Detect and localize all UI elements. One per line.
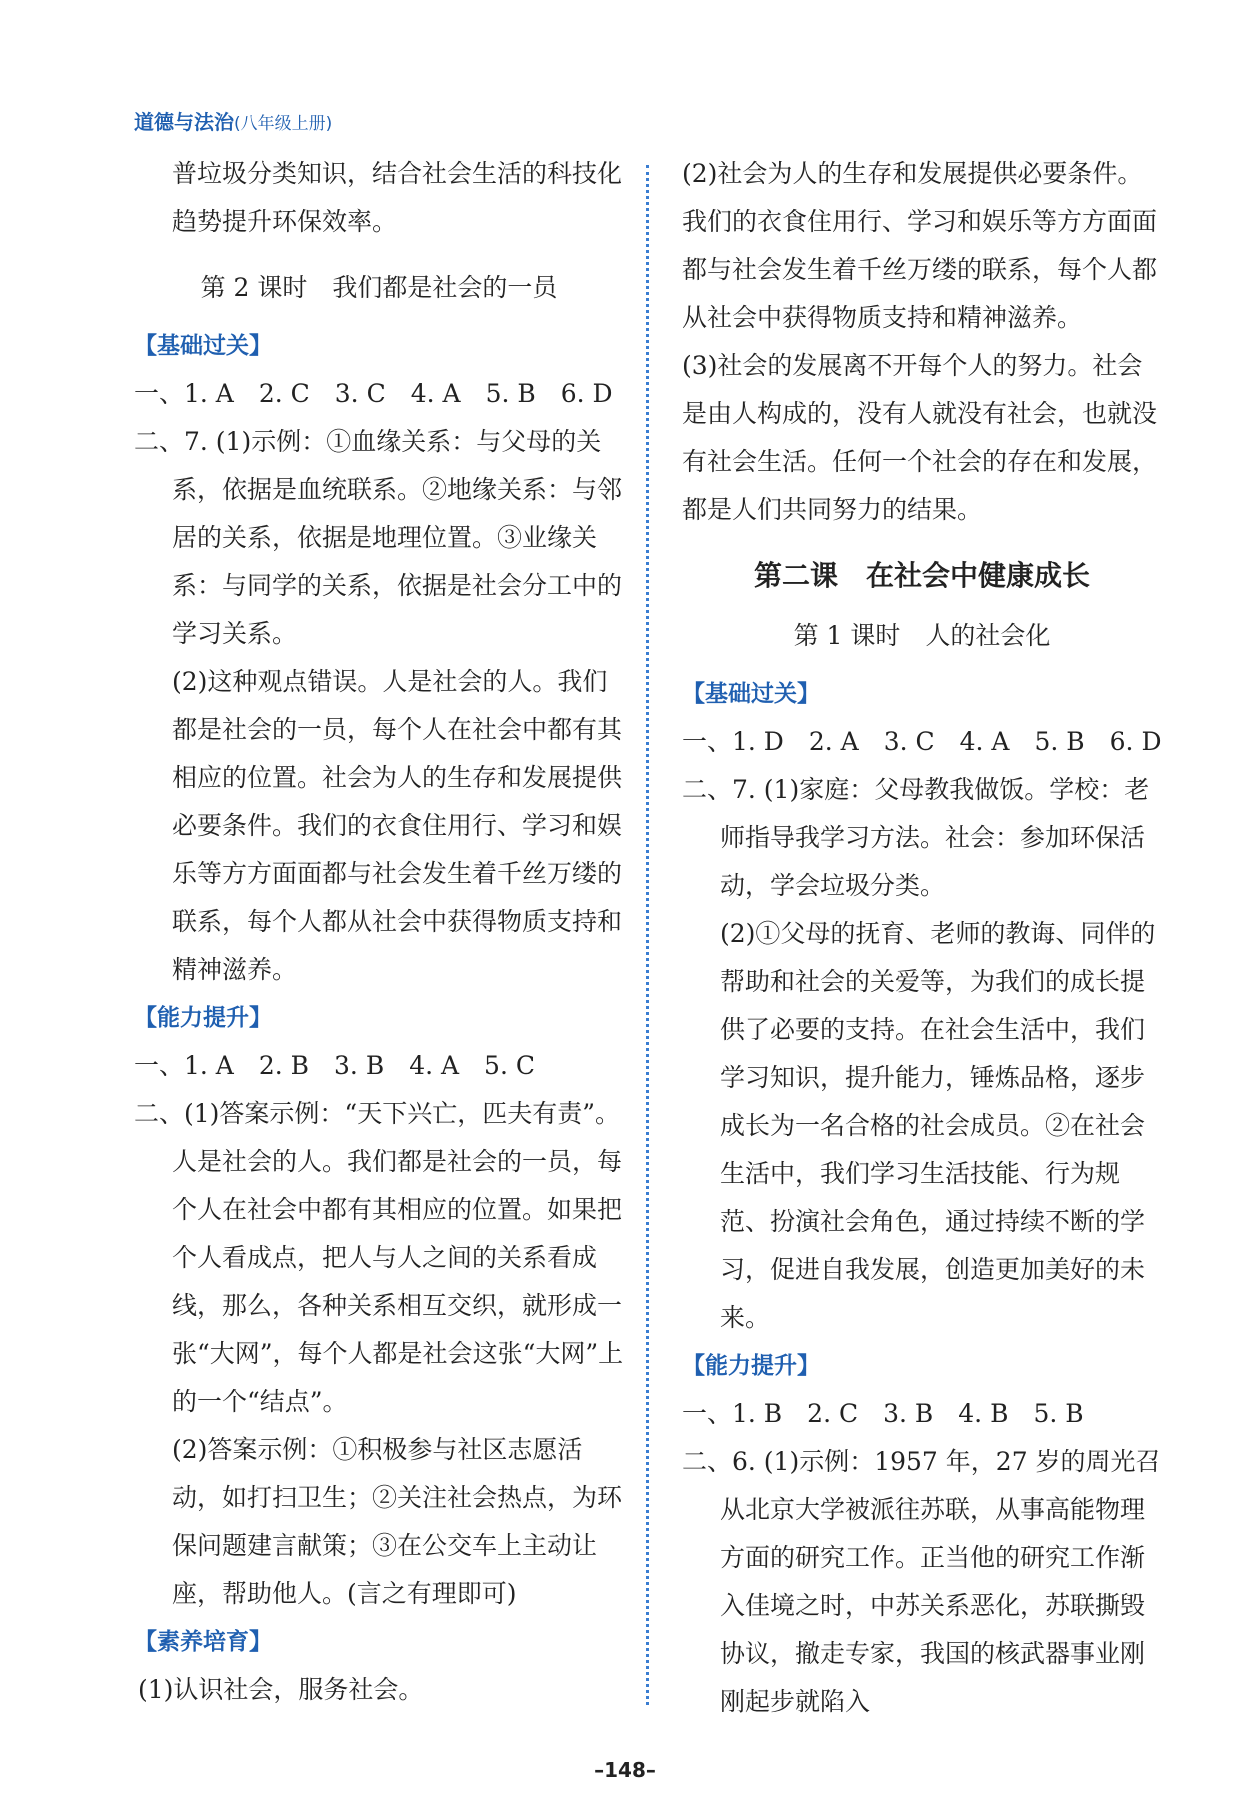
unit-title: 第二课 在社会中健康成长: [753, 559, 1090, 592]
answer-paragraph: (2)这种观点错误。人是社会的人。我们都是社会的一员，每个人在社会中都有其相应的位置。社会为人的生存和发展提供必要条件。我们的衣食住用行、学习和娱乐等方方面面都与社会发生着千丝万缕的联系，每个人都从社会中获得物质支持和精神滋养。: [172, 667, 623, 984]
lesson-title: 第 2 课时 我们都是社会的一员: [200, 273, 558, 302]
section-ability: 【能力提升】: [134, 1005, 272, 1031]
page-number: –148–: [594, 1758, 656, 1782]
answer-paragraph: 二、(1)答案示例：“天下兴亡，匹夫有责”。人是社会的人。我们都是社会的一员，每个人在社会中都有其相应的位置。如果把个人看成点，把人与人之间的关系看成线，那么，各种关系相互交织，就形成一张“大网”，每个人都是社会这张“大网”上的一个“结点”。: [134, 1099, 624, 1416]
section-literacy: 【素养培育】: [134, 1629, 272, 1655]
answer-paragraph: (3)社会的发展离不开每个人的努力。社会是由人构成的，没有人就没有社会，也就没有社会生活。任何一个社会的存在和发展，都是人们共同努力的结果。: [682, 351, 1158, 524]
answer-paragraph: (2)答案示例：①积极参与社区志愿活动，如打扫卫生；②关注社会热点，为环保问题建言献策；③在公交车上主动让座，帮助他人。(言之有理即可): [172, 1435, 623, 1608]
column-divider: [646, 165, 649, 1705]
answer-line: 一、1. B 2. C 3. B 4. B 5. B: [682, 1399, 1084, 1428]
answer-line: 一、1. D 2. A 3. C 4. A 5. B 6. D: [682, 727, 1162, 756]
section-basic: 【基础过关】: [682, 681, 820, 707]
right-column: [682, 150, 1162, 1726]
answer-line: (1)认识社会，服务社会。: [138, 1675, 424, 1704]
section-ability: 【能力提升】: [682, 1353, 820, 1379]
answer-paragraph: 二、7. (1)家庭：父母教我做饭。学校：老师指导我学习方法。社会：参加环保活动，学会垃圾分类。: [682, 775, 1150, 900]
left-column: [134, 150, 624, 1714]
section-basic: 【基础过关】: [134, 333, 272, 359]
answer-paragraph: 二、6. (1)示例：1957 年，27 岁的周光召从北京大学被派往苏联，从事高能物理方面的研究工作。正当他的研究工作渐入佳境之时，中苏关系恶化，苏联撕毁协议，撤走专家，我国的核武器事业刚刚起步就陷入: [682, 1447, 1161, 1716]
answer-line: 一、1. A 2. B 3. B 4. A 5. C: [134, 1051, 535, 1080]
lesson-title: 第 1 课时 人的社会化: [793, 621, 1051, 650]
grade-label: (八年级上册): [234, 114, 333, 134]
intro-text: 普垃圾分类知识，结合社会生活的科技化趋势提升环保效率。: [172, 159, 623, 236]
answer-paragraph: (2)①父母的抚育、老师的教诲、同伴的帮助和社会的关爱等，为我们的成长提供了必要的支持。在社会生活中，我们学习知识，提升能力，锤炼品格，逐步成长为一名合格的社会成员。②在社会生活中，我们学习生活技能、行为规范、扮演社会角色，通过持续不断的学习，促进自我发展，创造更加美好的未来。: [720, 919, 1156, 1332]
subject-title: 道德与法治: [134, 110, 234, 134]
answer-paragraph: 二、7. (1)示例：①血缘关系：与父母的关系，依据是血统联系。②地缘关系：与邻居的关系，依据是地理位置。③业缘关系：与同学的关系，依据是社会分工中的学习关系。: [134, 427, 623, 648]
answer-line: 一、1. A 2. C 3. C 4. A 5. B 6. D: [134, 379, 613, 408]
page-header: [134, 106, 332, 135]
answer-paragraph: (2)社会为人的生存和发展提供必要条件。我们的衣食住用行、学习和娱乐等方方面面都与社会发生着千丝万缕的联系，每个人都从社会中获得物质支持和精神滋养。: [682, 159, 1158, 332]
